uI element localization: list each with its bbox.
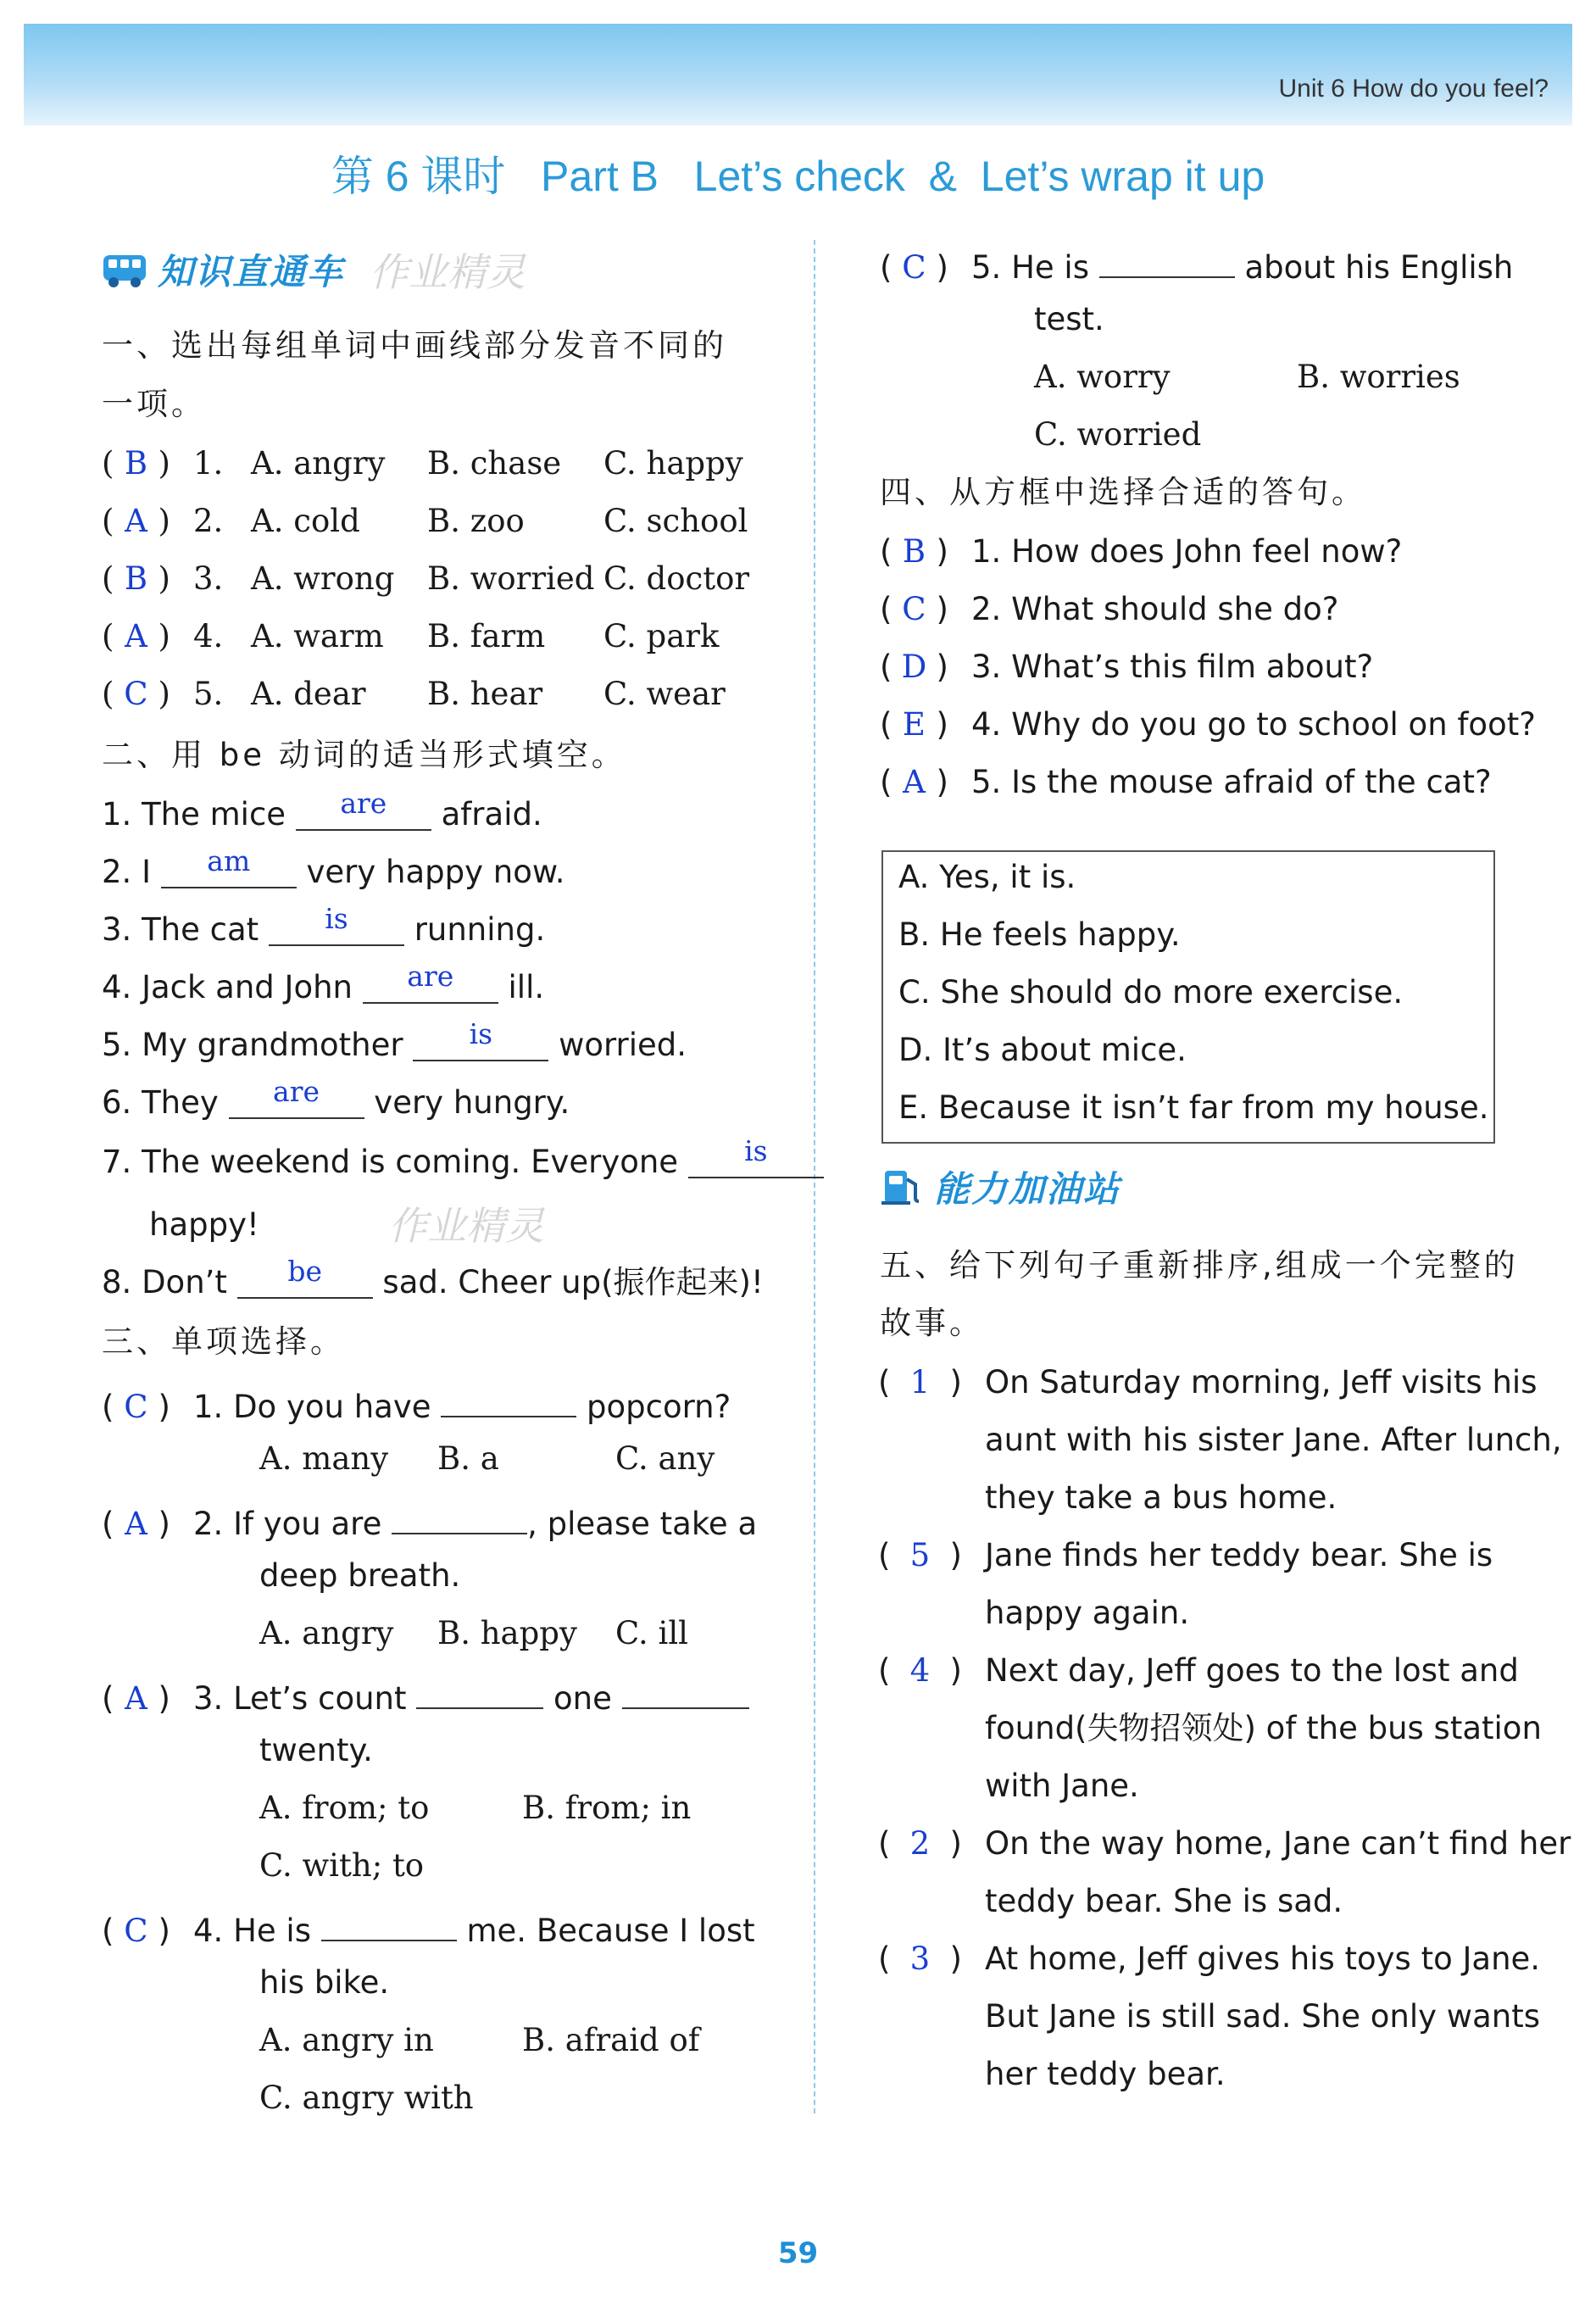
answer: C [124, 1913, 148, 1949]
s3-q5: ( C ) 5. He is about his English [880, 241, 1513, 289]
blank [321, 1904, 457, 1941]
blank [237, 1255, 373, 1299]
s2-item: 5. My grandmother is worried. [102, 1017, 687, 1063]
box-option: D. It’s about mice. [898, 1032, 1187, 1068]
s5-item: ( 1 ) On Saturday morning, Jeff visits his [878, 1361, 1537, 1404]
s4-item: ( A ) 5. Is the mouse afraid of the cat? [880, 761, 1492, 804]
page-number: 59 [777, 2236, 819, 2270]
s4-item: ( C ) 2. What should she do? [880, 588, 1338, 631]
s3-q5-option-c: C. worried [1034, 416, 1202, 453]
s1-title: 一、选出每组单词中画线部分发音不同的 [102, 327, 727, 364]
watermark: 作业精灵 [370, 249, 526, 295]
answer: D [901, 649, 927, 685]
answer: is [744, 1134, 768, 1167]
answer: A [125, 503, 147, 539]
s4-item: ( B ) 1. How does John feel now? [880, 531, 1402, 573]
s3-q4-option-c: C. angry with [259, 2080, 474, 2116]
s1-item: ( A ) 4. A. warm B. farm C. park [102, 615, 719, 658]
answer: B [124, 560, 148, 597]
box-option: E. Because it isn’t far from my house. [898, 1089, 1489, 1126]
s5-title-cont: 故事。 [880, 1305, 984, 1341]
bus-icon [102, 250, 149, 289]
answer: C [902, 591, 926, 627]
answer: 1 [909, 1364, 931, 1400]
section-header-ability [878, 1160, 1387, 1214]
s5-item-line: with Jane. [985, 1768, 1139, 1804]
answer: B [902, 533, 926, 570]
s1-title-cont: 一项。 [102, 386, 206, 422]
s5-item-line: found(失物招领处) of the bus station [985, 1710, 1542, 1746]
s3-q4-options: A. angry in B. afraid of [259, 2022, 700, 2058]
blank [392, 1497, 527, 1534]
answer: are [407, 960, 454, 993]
blank [441, 1380, 576, 1417]
s5-item-line: happy again. [985, 1595, 1190, 1631]
unit-label: Unit 6 How do you feel? [1278, 75, 1549, 103]
s3-q4-cont: his bike. [259, 1964, 390, 2001]
box-option: A. Yes, it is. [898, 859, 1076, 895]
s5-item-line: teddy bear. She is sad. [985, 1883, 1343, 1919]
s2-item: 3. The cat is running. [102, 902, 546, 948]
s4-title: 四、从方框中选择合适的答句。 [880, 474, 1366, 510]
watermark: 作业精灵 [388, 1203, 544, 1249]
s2-item: 4. Jack and John are ill. [102, 960, 545, 1005]
answer: 2 [909, 1825, 931, 1862]
answer: is [469, 1017, 493, 1050]
s3-title: 三、单项选择。 [102, 1323, 345, 1360]
s5-item-line: they take a bus home. [985, 1479, 1337, 1516]
section-ability-title: 能力加油站 [934, 1168, 1121, 1210]
s1-item: ( A ) 2. A. cold B. zoo C. school [102, 500, 748, 543]
s4-item: ( E ) 4. Why do you go to school on foot? [880, 704, 1536, 746]
answer: A [125, 618, 147, 654]
s2-item: 7. The weekend is coming. Everyone is [102, 1141, 824, 1183]
answer: am [207, 844, 251, 877]
s2-item7-cont: happy! [149, 1206, 259, 1243]
answer: C [124, 676, 148, 712]
blank [413, 1017, 548, 1061]
s3-q2-cont: deep breath. [259, 1557, 461, 1594]
blank [1099, 241, 1235, 278]
answer: C [124, 1389, 148, 1425]
box-option: C. She should do more exercise. [898, 974, 1404, 1011]
answer: B [124, 445, 148, 482]
s5-item-line: aunt with his sister Jane. After lunch, [985, 1422, 1562, 1458]
fuel-pump-icon [878, 1167, 926, 1206]
answer: A [903, 764, 926, 800]
box-option: B. He feels happy. [898, 916, 1181, 953]
s3-q4: ( C ) 4. He is me. Because I lost [102, 1904, 755, 1952]
s4-item: ( D ) 3. What’s this film about? [880, 646, 1373, 688]
s3-q5-options: A. worry B. worries [1034, 359, 1460, 395]
s3-q1: ( C ) 1. Do you have popcorn? [102, 1380, 731, 1428]
answer: 4 [909, 1652, 931, 1689]
blank [269, 902, 404, 946]
blank [363, 960, 498, 1004]
s5-item-line: her teddy bear. [985, 2056, 1226, 2092]
s5-item: ( 4 ) Next day, Jeff goes to the lost and [878, 1650, 1519, 1692]
blank [161, 844, 297, 888]
s3-q5-cont: test. [1034, 301, 1104, 337]
blank [688, 1134, 824, 1178]
s2-item: 1. The mice are afraid. [102, 787, 542, 832]
answer: 3 [909, 1941, 931, 1977]
s2-item: 2. I am very happy now. [102, 844, 565, 890]
s3-q3-options: A. from; to B. from; in [259, 1790, 692, 1826]
answer: E [902, 706, 926, 743]
answer: are [273, 1075, 320, 1108]
blank [416, 1672, 543, 1709]
s5-item: ( 2 ) On the way home, Jane can’t find her [878, 1823, 1571, 1865]
s1-item: ( B ) 3. A. wrong B. worried C. doctor [102, 558, 749, 600]
s3-q3-cont: twenty. [259, 1732, 373, 1768]
answer: is [325, 902, 348, 935]
s3-q1-options: A. many B. a C. any [259, 1440, 715, 1477]
blank [622, 1672, 749, 1709]
s2-item: 8. Don’t be sad. Cheer up(振作起来)! [102, 1255, 764, 1300]
s3-q3: ( A ) 3. Let’s count one [102, 1672, 749, 1720]
s5-title: 五、给下列句子重新排序,组成一个完整的 [880, 1247, 1519, 1284]
s3-q2-options: A. angry B. happy C. ill [259, 1615, 689, 1651]
blank [229, 1075, 364, 1119]
s1-item: ( C ) 5. A. dear B. hear C. wear [102, 673, 726, 716]
answer: are [340, 787, 387, 820]
section-header-knowledge [102, 242, 610, 297]
answer: C [902, 249, 926, 286]
answer: be [287, 1255, 322, 1288]
s2-title: 二、用 be 动词的适当形式填空。 [102, 737, 626, 773]
s5-item-line: But Jane is still sad. She only wants [985, 1998, 1540, 2035]
s5-item: ( 3 ) At home, Jeff gives his toys to Jane. [878, 1938, 1540, 1980]
s2-item: 6. They are very hungry. [102, 1075, 570, 1121]
s5-item: ( 5 ) Jane finds her teddy bear. She is [878, 1534, 1493, 1577]
lesson-title: 第 6 课时 Part B Let’s check & Let’s wrap it up [331, 153, 1265, 200]
answer: A [125, 1680, 147, 1717]
s3-q3-option-c: C. with; to [259, 1847, 425, 1884]
s1-item: ( B ) 1. A. angry B. chase C. happy [102, 443, 743, 485]
s3-q2: ( A ) 2. If you are , please take a [102, 1497, 757, 1545]
blank [296, 787, 431, 831]
worksheet-page [24, 24, 1572, 2298]
answer: 5 [909, 1537, 931, 1573]
section-knowledge-title: 知识直通车 [158, 251, 345, 292]
answer: A [125, 1506, 147, 1542]
